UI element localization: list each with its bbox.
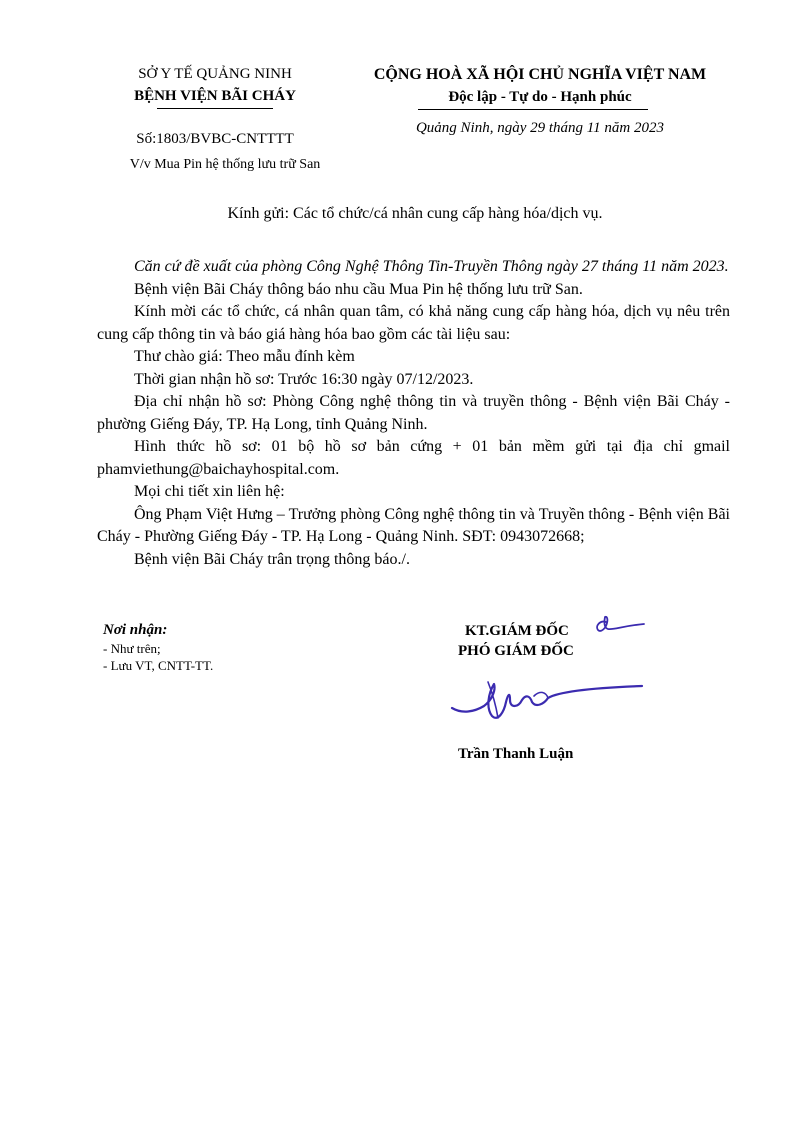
org-name: BỆNH VIỆN BÃI CHÁY (134, 88, 296, 104)
need-paragraph: Bệnh viện Bãi Cháy thông báo nhu cầu Mua Pin hệ thống lưu trữ San. (134, 280, 583, 298)
document-number: Số:1803/BVBC-CNTTTT (136, 131, 294, 147)
deadline-paragraph: Thời gian nhận hồ sơ: Trước 16:30 ngày 07/12/2023. (134, 370, 474, 388)
national-title: CỘNG HOÀ XÃ HỘI CHỦ NGHĨA VIỆT NAM (373, 66, 707, 83)
signature-title-kt: KT.GIÁM ĐỐC (465, 623, 569, 639)
invite-paragraph: Kính mời các tổ chức, cá nhân quan tâm, có khả năng cung cấp hàng hóa, dịch vụ nêu trên cung cấp thông tin và báo giá hàng hóa bao gồm các tài liệu sau: (97, 303, 730, 343)
closing-paragraph: Bệnh viện Bãi Cháy trân trọng thông báo./. (134, 550, 410, 568)
contact-paragraph: Ông Phạm Việt Hưng – Trưởng phòng Công nghệ thông tin và Truyền thông - Bệnh viện Bãi Cháy - Phường Giếng Đáy - TP. Hạ Long - Quảng Ninh. SĐT: 0943072668; (97, 505, 730, 545)
place-date: Quảng Ninh, ngày 29 tháng 11 năm 2023 (415, 120, 665, 136)
motto-underline (418, 109, 648, 110)
recipients-title: Nơi nhận: (103, 622, 168, 638)
initial-mark (592, 614, 646, 638)
format-paragraph: Hình thức hồ sơ: 01 bộ hồ sơ bản cứng + 01 bản mềm gửi tại địa chỉ gmail phamviethung@baichayhospital.com. (97, 438, 730, 478)
basis-paragraph: Căn cứ đề xuất của phòng Công Nghệ Thông Tin-Truyền Thông ngày 27 tháng 11 năm 2023. (134, 258, 729, 275)
recipients-item: - Như trên; (103, 641, 161, 656)
contact-intro-paragraph: Mọi chi tiết xin liên hệ: (134, 483, 285, 500)
org-parent: SỞ Y TẾ QUẢNG NINH (138, 66, 292, 82)
recipients-item: - Lưu VT, CNTT-TT. (103, 658, 214, 673)
national-motto: Độc lập - Tự do - Hạnh phúc (448, 89, 632, 105)
document-body (97, 256, 730, 571)
letter-paragraph: Thư chào giá: Theo mẫu đính kèm (134, 348, 355, 365)
signature-title-role: PHÓ GIÁM ĐỐC (458, 643, 574, 659)
org-name-underline (157, 108, 273, 109)
document-subject: V/v Mua Pin hệ thống lưu trữ San (129, 157, 321, 172)
handwritten-signature (448, 678, 648, 730)
signer-name: Trần Thanh Luận (458, 746, 574, 762)
address-paragraph: Địa chỉ nhận hồ sơ: Phòng Công nghệ thông tin và truyền thông - Bệnh viện Bãi Cháy - phường Giếng Đáy, TP. Hạ Long, tỉnh Quảng Ninh. (97, 393, 730, 433)
recipient-line: Kính gửi: Các tổ chức/cá nhân cung cấp hàng hóa/dịch vụ. (227, 205, 603, 222)
recipients-list (103, 640, 343, 674)
